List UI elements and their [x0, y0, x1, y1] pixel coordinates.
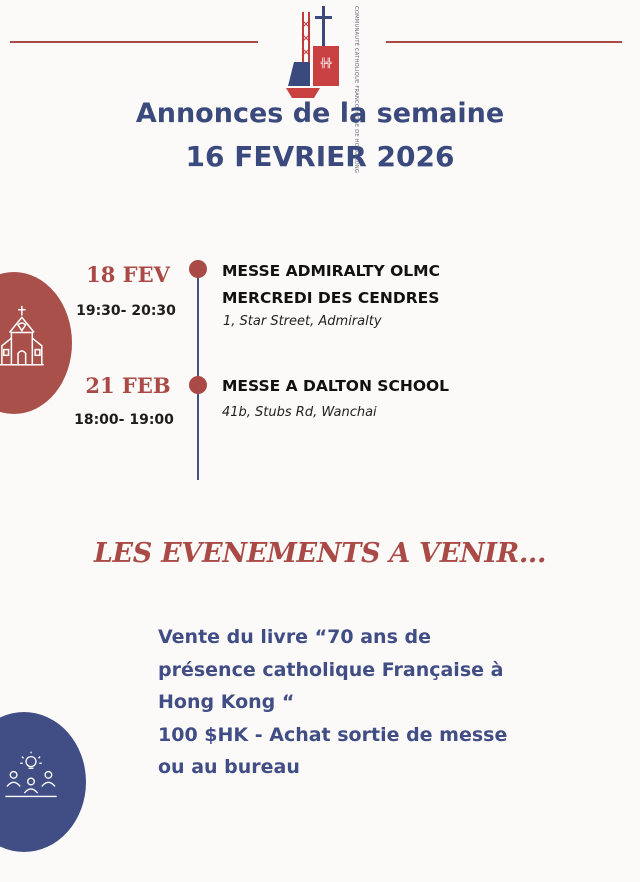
timeline-dot	[189, 376, 207, 394]
church-circle	[0, 272, 72, 414]
announcement-line: ou au bureau	[158, 756, 300, 778]
header-rule-right	[386, 41, 622, 43]
timeline-line	[197, 270, 199, 480]
community-idea-icon	[2, 750, 60, 808]
announcement-line: 100 $HK - Achat sortie de messe	[158, 723, 508, 746]
event-title	[222, 258, 440, 312]
logo-text: COMMUNAUTÉ CATHOLIQUE FRANCOPHONE DE HONG KONG	[353, 6, 359, 174]
timeline-dot	[189, 260, 207, 278]
event-day: 21 FEB	[85, 373, 171, 398]
announcement-line: présence catholique Française à	[158, 658, 504, 681]
event-time: 19:30- 20:30	[76, 303, 176, 319]
page-title: Annonces de la semaine	[135, 98, 505, 129]
people-circle	[0, 712, 86, 852]
book-announcement	[158, 621, 628, 784]
event-address: 1, Star Street, Admiralty	[223, 314, 382, 329]
upcoming-heading: LES EVENEMENTS A VENIR...	[93, 538, 547, 569]
announcement-line: Vente du livre “70 ans de	[158, 626, 431, 648]
header-rule-left	[10, 41, 258, 43]
announcement-line: Hong Kong “	[158, 691, 295, 713]
event-title-line: MERCREDI DES CENDRES	[222, 289, 440, 307]
svg-text:╬╬: ╬╬	[320, 59, 332, 69]
event-address: 41b, Stubs Rd, Wanchai	[222, 405, 377, 420]
event-title	[222, 373, 449, 400]
page-date: 16 FEVRIER 2026	[185, 140, 455, 173]
event-title-line: MESSE ADMIRALTY OLMC	[222, 262, 440, 280]
event-day: 18 FEV	[86, 262, 170, 287]
event-title-line: MESSE A DALTON SCHOOL	[222, 377, 450, 395]
event-time: 18:00- 19:00	[74, 412, 174, 428]
